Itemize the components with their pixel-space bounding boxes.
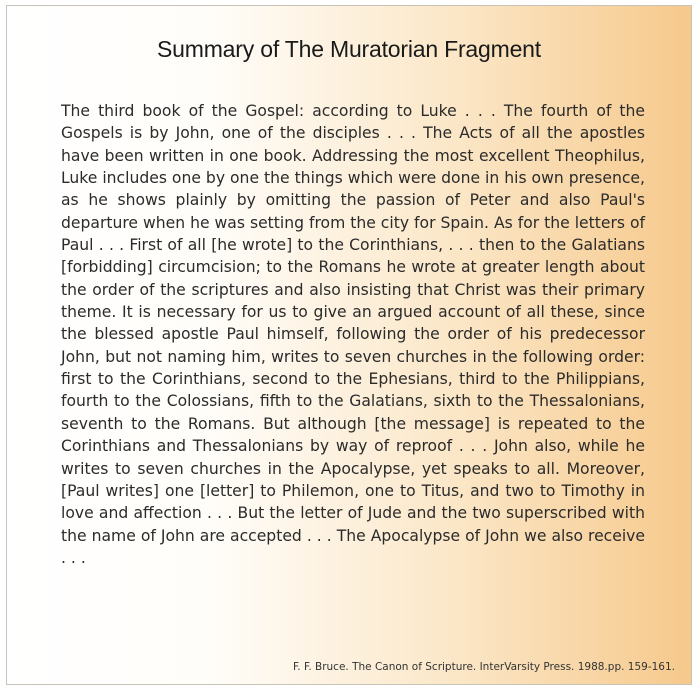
document-card bbox=[6, 5, 692, 685]
page-title: Summary of The Muratorian Fragment bbox=[157, 36, 541, 62]
body-paragraph: The third book of the Gospel: according to Luke . . . The fourth of the Gospels is by John, one of the disciples . . . The Acts of all the apostles have been written in one book. Addressing the most excellent Theophilus, Luke includes one by one the things which were done in his own presence, as he shows plainly by omitting the passion of Peter and also Paul's departure when he was setting from the city for Spain. As for the letters of Paul . . . First of all [he wrote] to the Corinthians, . . . then to the Galatians [forbidding] circumcision; to the Romans he wrote at greater length about the order of the scriptures and also insisting that Christ was their primary theme. It is necessary for us to give an argued account of all these, since the blessed apostle Paul himself, following the order of his predecessor John, but not naming him, writes to seven churches in the following order: first to the Corinthians, second to the Ephesians, third to the Philippians, fourth to the Colossians, fifth to the Galatians, sixth to the Thessalonians, seventh to the Romans. But although [the message] is repeated to the Corinthians and Thessalonians by way of reproof . . . John also, while he writes to seven churches in the Apocalypse, yet speaks to all. Moreover, [Paul writes] one [letter] to Philemon, one to Titus, and two to Timothy in love and affection . . . But the letter of Jude and the two superscribed with the name of John are accepted . . . The Apocalypse of John we also receive . . . bbox=[61, 102, 645, 567]
citation: F. F. Bruce. The Canon of Scripture. InterVarsity Press. 1988.pp. 159-161. bbox=[292, 661, 675, 673]
